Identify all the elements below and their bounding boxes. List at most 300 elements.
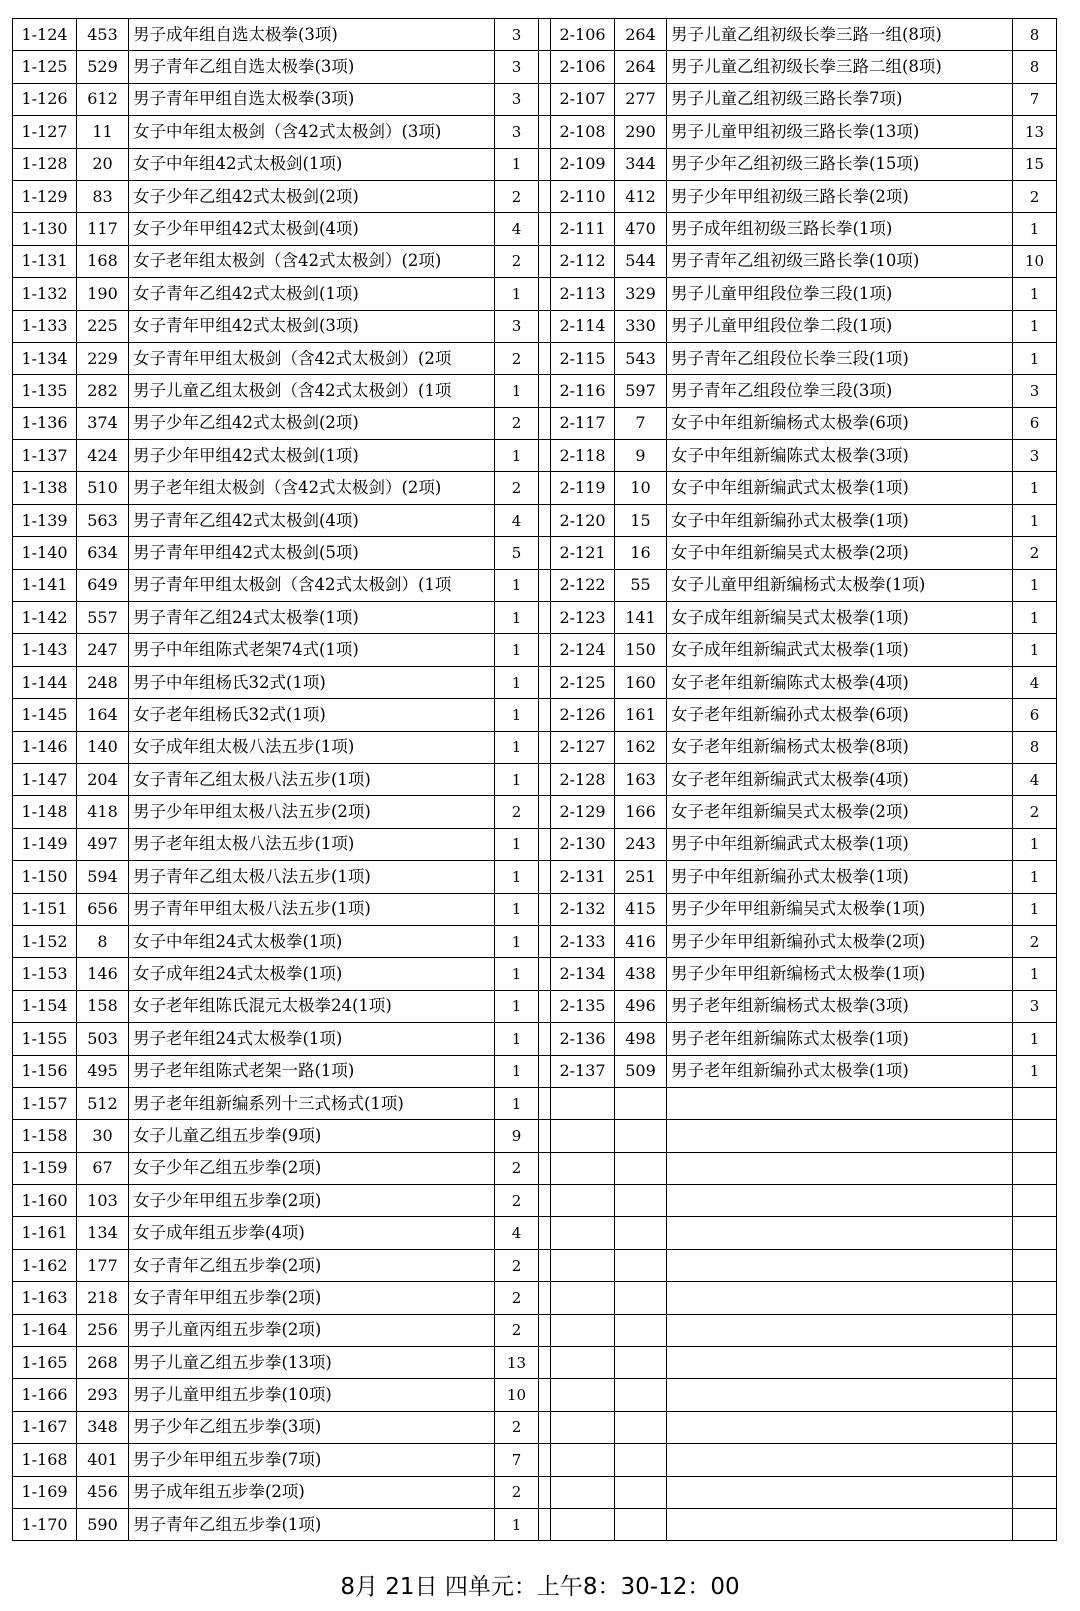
table-row <box>13 310 1057 342</box>
entry-event <box>667 1152 1013 1184</box>
entry-count: 4 <box>495 504 539 536</box>
entry-code: 1-145 <box>13 699 77 731</box>
entry-count: 4 <box>495 213 539 245</box>
table-row <box>13 1379 1057 1411</box>
entry-code: 1-157 <box>13 1087 77 1119</box>
column-divider <box>539 1152 551 1184</box>
entry-count: 2 <box>495 1249 539 1281</box>
entry-code: 2-112 <box>551 245 615 277</box>
entry-count: 1 <box>1013 602 1057 634</box>
entry-number: 67 <box>77 1152 129 1184</box>
entry-count <box>1013 1314 1057 1346</box>
entry-code: 1-154 <box>13 990 77 1022</box>
entry-code: 1-170 <box>13 1508 77 1540</box>
entry-event: 女子青年乙组42式太极剑(1项) <box>129 278 495 310</box>
entry-code: 1-139 <box>13 504 77 536</box>
entry-number: 103 <box>77 1185 129 1217</box>
table-row <box>13 763 1057 795</box>
column-divider <box>539 180 551 212</box>
entry-event: 男子青年乙组太极八法五步(1项) <box>129 861 495 893</box>
entry-code: 1-130 <box>13 213 77 245</box>
entry-event: 女子中年组新编吴式太极拳(2项) <box>667 537 1013 569</box>
entry-count: 1 <box>1013 504 1057 536</box>
entry-count: 8 <box>1013 19 1057 51</box>
entry-count: 1 <box>1013 310 1057 342</box>
entry-code: 1-151 <box>13 893 77 925</box>
entry-event: 男子老年组新编杨式太极拳(3项) <box>667 990 1013 1022</box>
entry-number <box>615 1476 667 1508</box>
entry-event: 女子少年甲组五步拳(2项) <box>129 1185 495 1217</box>
session-footer: 8月 21日 四单元：上午8：30-12：00 <box>340 1574 740 1600</box>
entry-number: 498 <box>615 1023 667 1055</box>
entry-event: 女子中年组42式太极剑(1项) <box>129 148 495 180</box>
column-divider <box>539 1314 551 1346</box>
entry-code: 1-169 <box>13 1476 77 1508</box>
entry-number: 418 <box>77 796 129 828</box>
entry-number: 177 <box>77 1249 129 1281</box>
entry-count: 2 <box>495 1411 539 1443</box>
entry-number: 503 <box>77 1023 129 1055</box>
entry-event: 男子成年组五步拳(2项) <box>129 1476 495 1508</box>
entry-number <box>615 1282 667 1314</box>
table-row <box>13 699 1057 731</box>
table-row <box>13 472 1057 504</box>
entry-number: 495 <box>77 1055 129 1087</box>
entry-number: 277 <box>615 83 667 115</box>
entry-number: 248 <box>77 666 129 698</box>
entry-count: 3 <box>1013 990 1057 1022</box>
entry-event: 女子成年组24式太极拳(1项) <box>129 958 495 990</box>
entry-number: 543 <box>615 342 667 374</box>
entry-number: 164 <box>77 699 129 731</box>
entry-code: 1-144 <box>13 666 77 698</box>
column-divider <box>539 1282 551 1314</box>
column-divider <box>539 1185 551 1217</box>
entry-count: 1 <box>1013 893 1057 925</box>
entry-event: 男子中年组杨氏32式(1项) <box>129 666 495 698</box>
entry-count: 1 <box>495 990 539 1022</box>
entry-count <box>1013 1476 1057 1508</box>
entry-event: 男子青年乙组42式太极剑(4项) <box>129 504 495 536</box>
entry-code <box>551 1411 615 1443</box>
entry-code: 2-134 <box>551 958 615 990</box>
entry-count: 2 <box>495 407 539 439</box>
entry-code <box>551 1185 615 1217</box>
entry-count: 2 <box>495 472 539 504</box>
entry-code: 1-159 <box>13 1152 77 1184</box>
entry-count: 9 <box>495 1120 539 1152</box>
column-divider <box>539 828 551 860</box>
entry-event: 男子老年组太极剑（含42式太极剑）(2项) <box>129 472 495 504</box>
entry-number <box>615 1411 667 1443</box>
entry-event: 男子成年组初级三路长拳(1项) <box>667 213 1013 245</box>
entry-code: 1-149 <box>13 828 77 860</box>
entry-event: 女子青年甲组五步拳(2项) <box>129 1282 495 1314</box>
entry-count: 4 <box>1013 763 1057 795</box>
entry-number <box>615 1120 667 1152</box>
column-divider <box>539 1411 551 1443</box>
entry-number: 264 <box>615 19 667 51</box>
entry-number <box>615 1347 667 1379</box>
column-divider <box>539 1508 551 1540</box>
entry-event <box>667 1508 1013 1540</box>
entry-number: 557 <box>77 602 129 634</box>
entry-event: 男子少年乙组五步拳(3项) <box>129 1411 495 1443</box>
entry-event: 女子儿童乙组五步拳(9项) <box>129 1120 495 1152</box>
entry-code: 1-163 <box>13 1282 77 1314</box>
entry-code: 1-134 <box>13 342 77 374</box>
entry-code: 1-124 <box>13 19 77 51</box>
column-divider <box>539 213 551 245</box>
entry-count: 1 <box>495 440 539 472</box>
entry-count: 1 <box>495 925 539 957</box>
entry-number: 453 <box>77 19 129 51</box>
column-divider <box>539 634 551 666</box>
entry-event: 男子青年乙组初级三路长拳(10项) <box>667 245 1013 277</box>
table-row <box>13 828 1057 860</box>
entry-event: 男子儿童甲组五步拳(10项) <box>129 1379 495 1411</box>
entry-number <box>615 1152 667 1184</box>
entry-code: 2-129 <box>551 796 615 828</box>
column-divider <box>539 796 551 828</box>
entry-code: 1-141 <box>13 569 77 601</box>
entry-number: 438 <box>615 958 667 990</box>
entry-count: 1 <box>495 828 539 860</box>
entry-event: 男子青年甲组太极剑（含42式太极剑）(1项 <box>129 569 495 601</box>
entry-code: 1-147 <box>13 763 77 795</box>
column-divider <box>539 666 551 698</box>
table-row <box>13 893 1057 925</box>
entry-number: 563 <box>77 504 129 536</box>
entry-code: 2-124 <box>551 634 615 666</box>
entry-number: 597 <box>615 375 667 407</box>
entry-code <box>551 1314 615 1346</box>
entry-number: 268 <box>77 1347 129 1379</box>
entry-count <box>1013 1444 1057 1476</box>
entry-number <box>615 1087 667 1119</box>
entry-code: 1-150 <box>13 861 77 893</box>
entry-code: 1-158 <box>13 1120 77 1152</box>
entry-count: 1 <box>495 763 539 795</box>
entry-count: 1 <box>1013 958 1057 990</box>
entry-count: 6 <box>1013 699 1057 731</box>
entry-count: 13 <box>495 1347 539 1379</box>
entry-code: 2-115 <box>551 342 615 374</box>
entry-number: 15 <box>615 504 667 536</box>
entry-event <box>667 1087 1013 1119</box>
entry-count: 1 <box>1013 472 1057 504</box>
entry-number: 134 <box>77 1217 129 1249</box>
table-row <box>13 148 1057 180</box>
entry-count: 1 <box>495 1508 539 1540</box>
entry-count: 1 <box>495 602 539 634</box>
entry-count: 3 <box>1013 375 1057 407</box>
entry-event: 女子成年组太极八法五步(1项) <box>129 731 495 763</box>
entry-code: 2-136 <box>551 1023 615 1055</box>
entry-event: 男子儿童乙组初级长拳三路一组(8项) <box>667 19 1013 51</box>
column-divider <box>539 407 551 439</box>
column-divider <box>539 1476 551 1508</box>
entry-count: 3 <box>495 51 539 83</box>
entry-number: 497 <box>77 828 129 860</box>
entry-count: 3 <box>495 310 539 342</box>
entry-number: 634 <box>77 537 129 569</box>
entry-count: 2 <box>1013 925 1057 957</box>
entry-code: 1-142 <box>13 602 77 634</box>
entry-count: 2 <box>495 1152 539 1184</box>
entry-count: 1 <box>495 731 539 763</box>
entry-count: 1 <box>495 861 539 893</box>
column-divider <box>539 440 551 472</box>
entry-count: 1 <box>1013 213 1057 245</box>
entry-number: 329 <box>615 278 667 310</box>
column-divider <box>539 861 551 893</box>
entry-code: 1-166 <box>13 1379 77 1411</box>
column-divider <box>539 699 551 731</box>
entry-number: 166 <box>615 796 667 828</box>
entry-code: 1-137 <box>13 440 77 472</box>
entry-count: 8 <box>1013 731 1057 763</box>
entry-event: 男子老年组新编孙式太极拳(1项) <box>667 1055 1013 1087</box>
entry-number: 412 <box>615 180 667 212</box>
table-row <box>13 1249 1057 1281</box>
entry-event: 女子青年甲组42式太极剑(3项) <box>129 310 495 342</box>
entry-code: 1-148 <box>13 796 77 828</box>
table-row <box>13 666 1057 698</box>
table-row <box>13 1055 1057 1087</box>
entry-count: 3 <box>495 83 539 115</box>
entry-count: 1 <box>495 375 539 407</box>
entry-number: 55 <box>615 569 667 601</box>
entry-number: 150 <box>615 634 667 666</box>
entry-event: 男子中年组新编武式太极拳(1项) <box>667 828 1013 860</box>
entry-event: 女子中年组新编陈式太极拳(3项) <box>667 440 1013 472</box>
entry-event: 男子少年甲组五步拳(7项) <box>129 1444 495 1476</box>
entry-event: 女子少年甲组42式太极剑(4项) <box>129 213 495 245</box>
entry-count: 2 <box>495 1476 539 1508</box>
entry-code: 1-138 <box>13 472 77 504</box>
entry-count: 13 <box>1013 116 1057 148</box>
entry-number: 218 <box>77 1282 129 1314</box>
entry-code: 1-128 <box>13 148 77 180</box>
entry-code: 2-120 <box>551 504 615 536</box>
entry-code: 1-153 <box>13 958 77 990</box>
entry-count: 1 <box>1013 861 1057 893</box>
entry-count <box>1013 1120 1057 1152</box>
entry-number: 146 <box>77 958 129 990</box>
column-divider <box>539 1055 551 1087</box>
column-divider <box>539 472 551 504</box>
entry-event: 女子成年组新编武式太极拳(1项) <box>667 634 1013 666</box>
table-row <box>13 990 1057 1022</box>
entry-event <box>667 1476 1013 1508</box>
entry-event: 女子青年甲组太极剑（含42式太极剑）(2项 <box>129 342 495 374</box>
entry-event <box>667 1444 1013 1476</box>
column-divider <box>539 1087 551 1119</box>
entry-event: 男子青年甲组自选太极拳(3项) <box>129 83 495 115</box>
entry-count <box>1013 1152 1057 1184</box>
entry-number: 264 <box>615 51 667 83</box>
column-divider <box>539 1023 551 1055</box>
column-divider <box>539 310 551 342</box>
entry-count: 2 <box>495 342 539 374</box>
entry-event: 男子老年组太极八法五步(1项) <box>129 828 495 860</box>
column-divider <box>539 1120 551 1152</box>
entry-event: 女子成年组五步拳(4项) <box>129 1217 495 1249</box>
entry-code: 2-106 <box>551 19 615 51</box>
entry-code: 1-129 <box>13 180 77 212</box>
entry-code: 1-164 <box>13 1314 77 1346</box>
entry-count <box>1013 1411 1057 1443</box>
entry-code: 1-161 <box>13 1217 77 1249</box>
entry-count: 1 <box>495 1055 539 1087</box>
column-divider <box>539 1444 551 1476</box>
entry-number: 374 <box>77 407 129 439</box>
entry-code: 1-140 <box>13 537 77 569</box>
entry-code: 2-126 <box>551 699 615 731</box>
column-divider <box>539 278 551 310</box>
entry-code: 1-133 <box>13 310 77 342</box>
entry-count: 3 <box>1013 440 1057 472</box>
entry-event: 男子儿童甲组段位拳二段(1项) <box>667 310 1013 342</box>
entry-event: 女子青年乙组太极八法五步(1项) <box>129 763 495 795</box>
entry-event <box>667 1120 1013 1152</box>
entry-count: 2 <box>495 1185 539 1217</box>
entry-code: 2-135 <box>551 990 615 1022</box>
entry-count: 3 <box>495 116 539 148</box>
entry-code <box>551 1087 615 1119</box>
entry-count: 1 <box>1013 569 1057 601</box>
entry-event: 男子少年甲组42式太极剑(1项) <box>129 440 495 472</box>
entry-number <box>615 1508 667 1540</box>
entry-number: 140 <box>77 731 129 763</box>
entry-number <box>615 1217 667 1249</box>
entry-code: 1-162 <box>13 1249 77 1281</box>
entry-event: 男子少年甲组新编杨式太极拳(1项) <box>667 958 1013 990</box>
entry-event: 男子儿童丙组五步拳(2项) <box>129 1314 495 1346</box>
entry-number: 401 <box>77 1444 129 1476</box>
entry-count: 5 <box>495 537 539 569</box>
entry-number: 649 <box>77 569 129 601</box>
entry-count: 1 <box>495 1087 539 1119</box>
entry-number: 594 <box>77 861 129 893</box>
entry-event <box>667 1185 1013 1217</box>
column-divider <box>539 569 551 601</box>
entry-number: 293 <box>77 1379 129 1411</box>
entry-code: 1-131 <box>13 245 77 277</box>
entry-count: 1 <box>1013 828 1057 860</box>
entry-code: 1-136 <box>13 407 77 439</box>
entry-count: 4 <box>1013 666 1057 698</box>
entry-code: 2-137 <box>551 1055 615 1087</box>
entry-number: 229 <box>77 342 129 374</box>
entry-count: 15 <box>1013 148 1057 180</box>
table-row <box>13 602 1057 634</box>
entry-event: 男子青年乙组自选太极拳(3项) <box>129 51 495 83</box>
entry-count <box>1013 1347 1057 1379</box>
entry-event: 男子中年组陈式老架74式(1项) <box>129 634 495 666</box>
table-row <box>13 1087 1057 1119</box>
table-row <box>13 861 1057 893</box>
entry-code: 1-156 <box>13 1055 77 1087</box>
table-row <box>13 1314 1057 1346</box>
table-row <box>13 1120 1057 1152</box>
column-divider <box>539 763 551 795</box>
table-row <box>13 1444 1057 1476</box>
column-divider <box>539 537 551 569</box>
entry-code: 1-132 <box>13 278 77 310</box>
table-row <box>13 440 1057 472</box>
entry-event: 男子中年组新编孙式太极拳(1项) <box>667 861 1013 893</box>
column-divider <box>539 1217 551 1249</box>
table-row <box>13 958 1057 990</box>
entry-event: 男子青年甲组42式太极剑(5项) <box>129 537 495 569</box>
entry-code <box>551 1444 615 1476</box>
entry-number: 251 <box>615 861 667 893</box>
entry-event: 女子老年组陈氏混元太极拳24(1项) <box>129 990 495 1022</box>
table-row <box>13 1476 1057 1508</box>
entry-event: 男子儿童乙组五步拳(13项) <box>129 1347 495 1379</box>
entry-event: 女子老年组新编陈式太极拳(4项) <box>667 666 1013 698</box>
entry-count <box>1013 1282 1057 1314</box>
entry-number: 190 <box>77 278 129 310</box>
entry-count: 2 <box>495 1282 539 1314</box>
table-row <box>13 1347 1057 1379</box>
table-row <box>13 180 1057 212</box>
entry-code: 1-155 <box>13 1023 77 1055</box>
entry-number: 512 <box>77 1087 129 1119</box>
entry-code: 1-146 <box>13 731 77 763</box>
entry-event: 女子老年组新编孙式太极拳(6项) <box>667 699 1013 731</box>
entry-event: 男子儿童乙组初级三路长拳7项) <box>667 83 1013 115</box>
entry-event: 男子青年乙组五步拳(1项) <box>129 1508 495 1540</box>
entry-event: 女子老年组太极剑（含42式太极剑）(2项) <box>129 245 495 277</box>
entry-code: 2-130 <box>551 828 615 860</box>
entry-count: 4 <box>495 1217 539 1249</box>
entry-event: 男子儿童乙组初级长拳三路二组(8项) <box>667 51 1013 83</box>
entry-event: 男子青年乙组段位拳三段(3项) <box>667 375 1013 407</box>
entry-count: 1 <box>495 148 539 180</box>
entry-number: 344 <box>615 148 667 180</box>
entry-code <box>551 1249 615 1281</box>
entry-event: 男子少年甲组新编孙式太极拳(2项) <box>667 925 1013 957</box>
entry-event: 女子成年组新编吴式太极拳(1项) <box>667 602 1013 634</box>
entry-number: 290 <box>615 116 667 148</box>
entry-number: 510 <box>77 472 129 504</box>
entry-code: 1-126 <box>13 83 77 115</box>
entry-code: 1-167 <box>13 1411 77 1443</box>
column-divider <box>539 375 551 407</box>
table-row <box>13 116 1057 148</box>
entry-code: 1-168 <box>13 1444 77 1476</box>
entry-number: 16 <box>615 537 667 569</box>
entry-number: 160 <box>615 666 667 698</box>
entry-code <box>551 1120 615 1152</box>
entry-event: 男子老年组陈式老架一路(1项) <box>129 1055 495 1087</box>
entry-number: 509 <box>615 1055 667 1087</box>
table-row <box>13 19 1057 51</box>
column-divider <box>539 83 551 115</box>
entry-number: 243 <box>615 828 667 860</box>
entry-event: 男子老年组新编系列十三式杨式(1项) <box>129 1087 495 1119</box>
entry-number: 117 <box>77 213 129 245</box>
entry-event: 女子老年组新编武式太极拳(4项) <box>667 763 1013 795</box>
entry-code: 2-127 <box>551 731 615 763</box>
entry-event: 女子老年组杨氏32式(1项) <box>129 699 495 731</box>
table-row <box>13 925 1057 957</box>
entry-number: 204 <box>77 763 129 795</box>
entry-count: 1 <box>1013 278 1057 310</box>
